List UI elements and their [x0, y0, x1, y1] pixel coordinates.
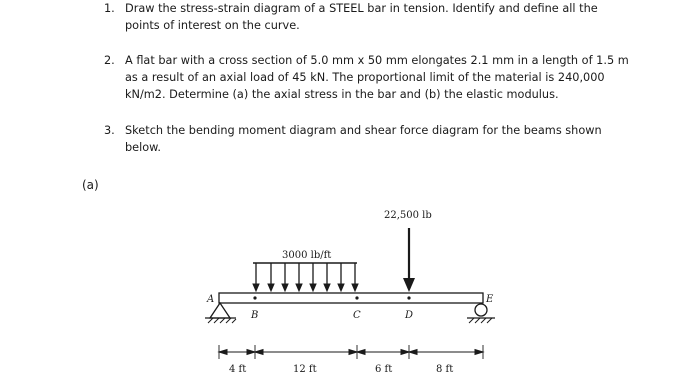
point-b-marker	[253, 296, 256, 299]
dimension-ab: 4 ft	[229, 364, 247, 375]
question-2-line-2: as a result of an axial load of 45 kN. The proportional limit of the material is 240,000	[125, 71, 605, 84]
beam	[219, 293, 483, 303]
roller-support-e	[467, 304, 495, 323]
question-3-line-1: Sketch the bending moment diagram and shear force diagram for the beams shown	[125, 124, 602, 137]
dimension-cd: 6 ft	[375, 364, 393, 375]
question-3-line-2: below.	[125, 141, 161, 154]
point-load-arrow	[403, 228, 415, 292]
point-c-marker	[355, 296, 358, 299]
question-1-line-2: points of interest on the curve.	[125, 19, 300, 32]
point-e-label: E	[486, 294, 494, 305]
question-2-number: 2.	[104, 54, 115, 67]
point-load-label: 22,500 lb	[384, 210, 432, 221]
question-1-line-1: Draw the stress-strain diagram of a STEEL bar in tension. Identify and define all the	[125, 2, 598, 15]
question-2-line-1: A flat bar with a cross section of 5.0 mm x 50 mm elongates 2.1 mm in a length of 1.5 m	[125, 54, 629, 67]
question-3-number: 3.	[104, 124, 115, 137]
point-d-marker	[407, 296, 410, 299]
dimension-line	[219, 345, 483, 359]
point-d-label: D	[405, 310, 414, 321]
point-a-label: A	[207, 294, 215, 305]
dimension-bc: 12 ft	[293, 364, 317, 375]
dimension-de: 8 ft	[436, 364, 454, 375]
distributed-load-label: 3000 lb/ft	[282, 250, 332, 261]
point-b-label: B	[251, 310, 259, 321]
point-c-label: C	[353, 310, 361, 321]
pin-support-a	[205, 303, 236, 323]
distributed-load-arrows	[253, 263, 358, 291]
question-1-number: 1.	[104, 2, 115, 15]
question-2-line-3: kN/m2. Determine (a) the axial stress in the bar and (b) the elastic modulus.	[125, 88, 559, 101]
part-label: (a)	[82, 178, 99, 192]
